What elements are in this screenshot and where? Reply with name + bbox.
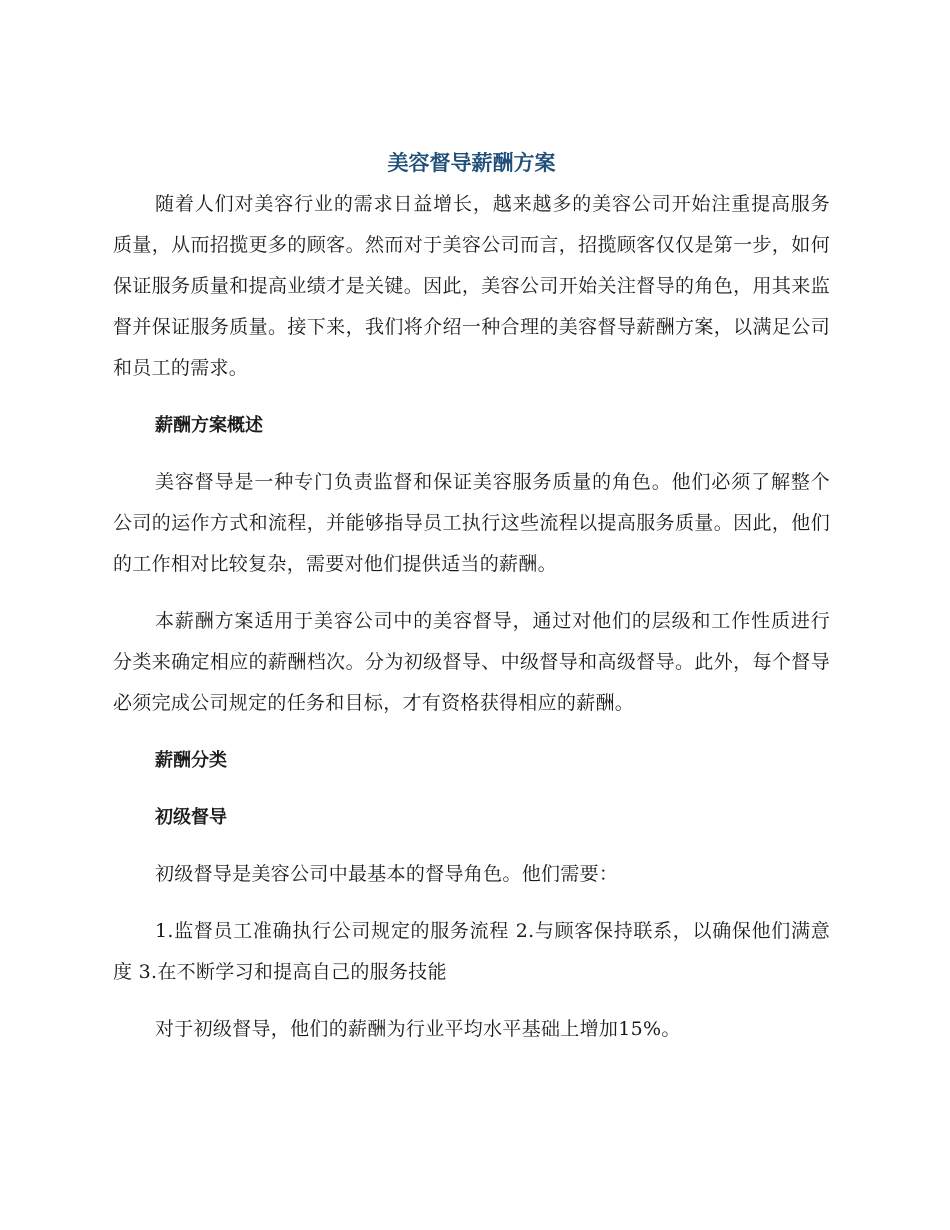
junior-duties-paragraph: 1.监督员工准确执行公司规定的服务流程 2.与顾客保持联系，以确保他们满意度 3.在不断学习和提高自己的服务技能 <box>113 920 830 983</box>
junior-pay-paragraph: 对于初级督导，他们的薪酬为行业平均水平基础上增加15%。 <box>155 1018 681 1040</box>
junior-paragraph-1: 初级督导是美容公司中最基本的督导角色。他们需要： <box>155 863 619 885</box>
document-body <box>113 144 830 1066</box>
overview-paragraph-1: 美容督导是一种专门负责监督和保证美容服务质量的角色。他们必须了解整个公司的运作方式和流程，并能够指导员工执行这些流程以提高服务质量。因此，他们的工作相对比较复杂，需要对他们提供适当的薪酬。 <box>113 471 830 575</box>
subsection-heading-junior: 初级督导 <box>155 807 227 828</box>
overview-paragraph-2: 本薪酬方案适用于美容公司中的美容督导，通过对他们的层级和工作性质进行分类来确定相应的薪酬档次。分为初级督导、中级督导和高级督导。此外，每个督导必须完成公司规定的任务和目标，才有资格获得相应的薪酬。 <box>113 610 830 714</box>
document-title: 美容督导薪酬方案 <box>387 151 556 175</box>
section-heading-overview: 薪酬方案概述 <box>155 415 263 436</box>
intro-paragraph: 随着人们对美容行业的需求日益增长，越来越多的美容公司开始注重提高服务质量，从而招揽更多的顾客。然而对于美容公司而言，招揽顾客仅仅是第一步，如何保证服务质量和提高业绩才是关键。因此，美容公司开始关注督导的角色，用其来监督并保证服务质量。接下来，我们将介绍一种合理的美容督导薪酬方案，以满足公司和员工的需求。 <box>113 193 830 379</box>
section-heading-classification: 薪酬分类 <box>155 750 227 771</box>
